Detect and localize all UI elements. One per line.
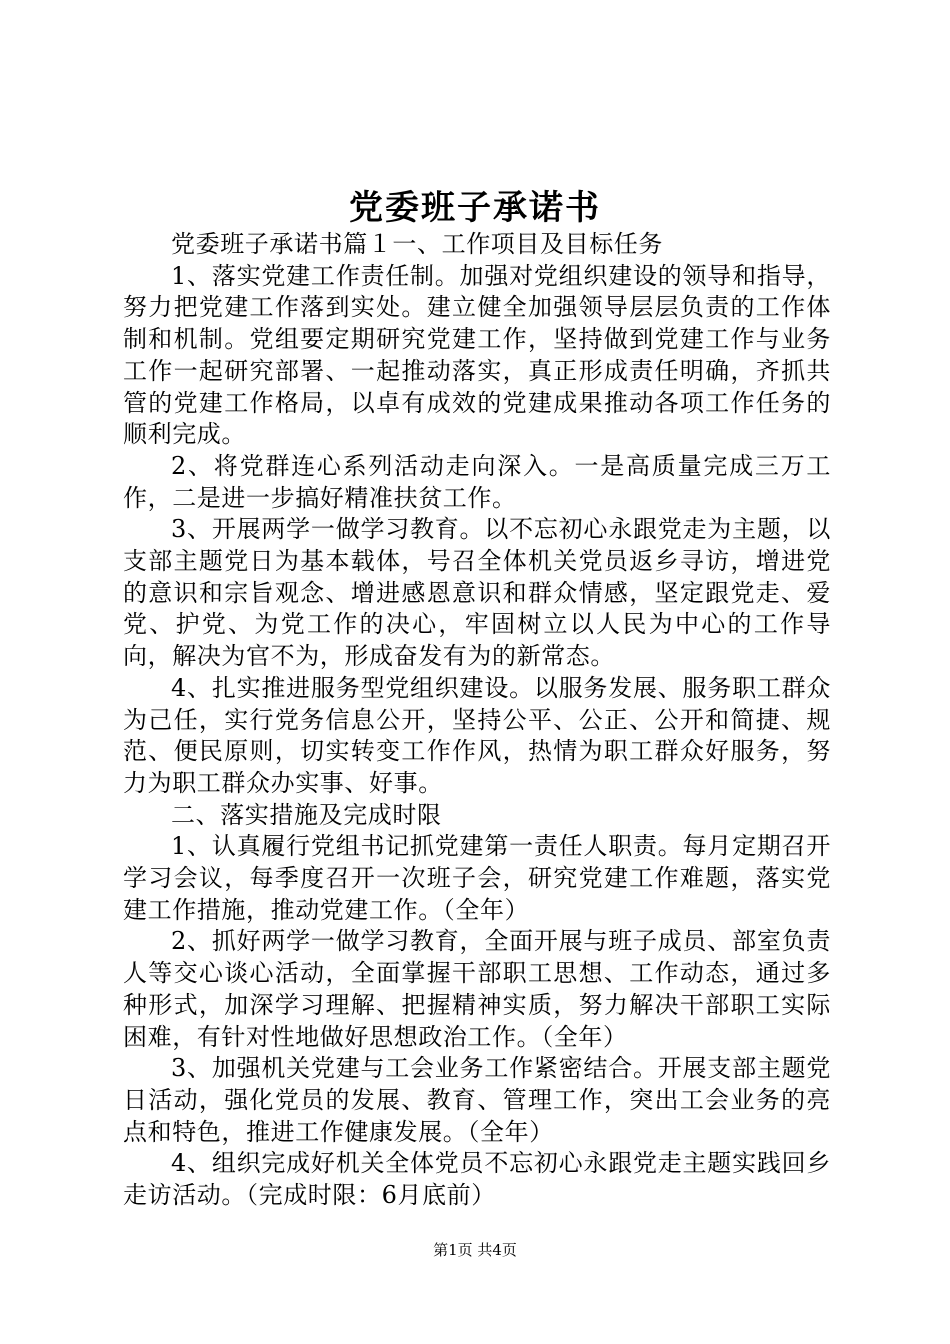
paragraph-measure-3: 3、加强机关党建与工会业务工作紧密结合。开展支部主题党日活动，强化党员的发展、教育、管理工作，突出工会业务的亮点和特色，推进工作健康发展。（全年） xyxy=(123,1054,831,1146)
paragraph-item-2: 2、将党群连心系列活动走向深入。一是高质量完成三万工作，二是进一步搞好精准扶贫工作。 xyxy=(123,451,831,512)
paragraph-intro: 党委班子承诺书篇１一、工作项目及目标任务 xyxy=(171,230,663,258)
document-body xyxy=(123,229,831,1212)
page-number-footer: 第1页 共4页 xyxy=(433,1241,517,1259)
paragraph-item-1: 1、落实党建工作责任制。加强对党组织建设的领导和指导，努力把党建工作落到实处。建立健全加强领导层层负责的工作体制和机制。党组要定期研究党建工作，坚持做到党建工作与业务工作一起研究部署、一起推动落实，真正形成责任明确，齐抓共管的党建工作格局，以卓有成效的党建成果推动各项工作任务的顺利完成。 xyxy=(123,261,831,449)
paragraph-item-4: 4、扎实推进服务型党组织建设。以服务发展、服务职工群众为己任，实行党务信息公开，坚持公平、公正、公开和简捷、规范、便民原则，切实转变工作作风，热情为职工群众好服务，努力为职工群众办实事、好事。 xyxy=(123,673,831,797)
document-title: 党委班子承诺书 xyxy=(349,188,601,228)
section-heading-measures: 二、落实措施及完成时限 xyxy=(171,800,442,829)
paragraph-measure-4: 4、组织完成好机关全体党员不忘初心永跟党走主题实践回乡走访活动。（完成时限：6月底前） xyxy=(123,1149,831,1210)
paragraph-measure-2: 2、抓好两学一做学习教育，全面开展与班子成员、部室负责人等交心谈心活动，全面掌握干部职工思想、工作动态，通过多种形式，加深学习理解、把握精神实质，努力解决干部职工实际困难，有针对性地做好思想政治工作。（全年） xyxy=(123,927,831,1051)
paragraph-item-3: 3、开展两学一做学习教育。以不忘初心永跟党走为主题，以支部主题党日为基本载体，号召全体机关党员返乡寻访，增进党的意识和宗旨观念、增进感恩意识和群众情感，坚定跟党走、爱党、护党、为党工作的决心，牢固树立以人民为中心的工作导向，解决为官不为，形成奋发有为的新常态。 xyxy=(123,515,831,671)
paragraph-measure-1: 1、认真履行党组书记抓党建第一责任人职责。每月定期召开学习会议，每季度召开一次班子会，研究党建工作难题，落实党建工作措施，推动党建工作。（全年） xyxy=(123,832,831,924)
